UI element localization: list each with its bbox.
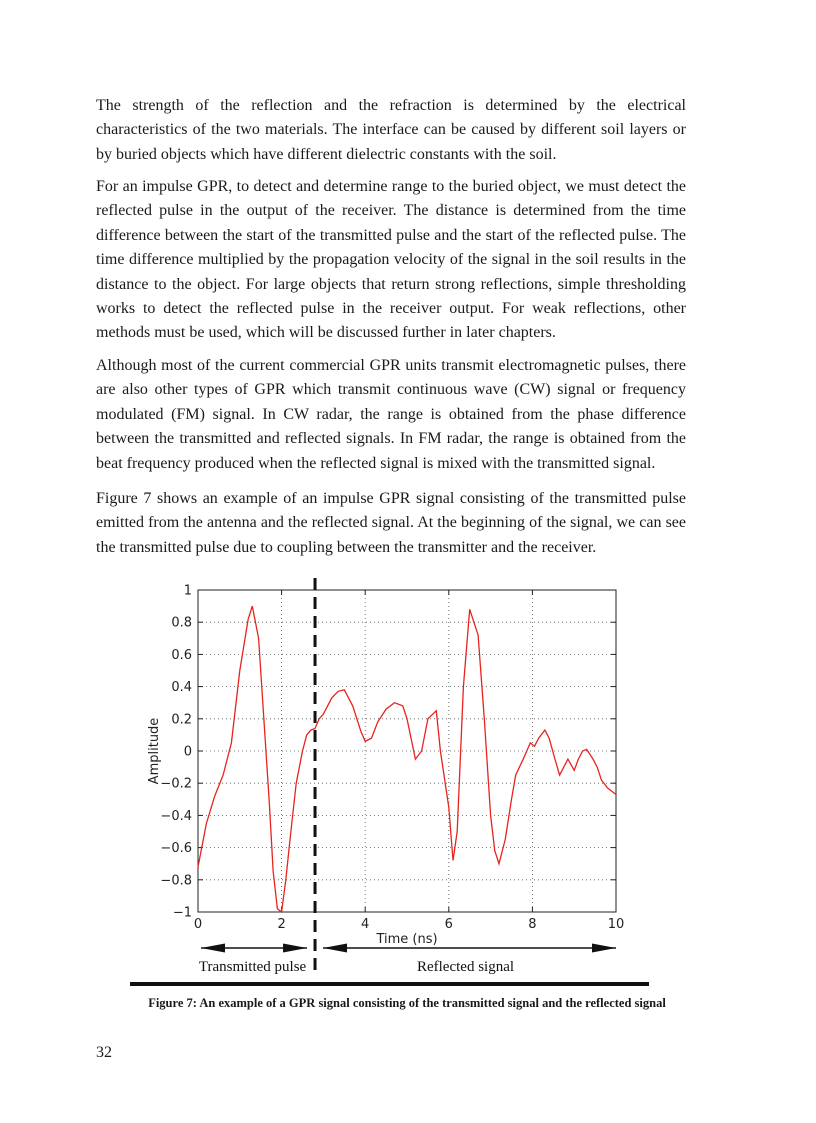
y-tick-label: −0.4 [160, 808, 192, 824]
y-tick-label: 0.6 [171, 647, 192, 663]
x-tick-label: 4 [361, 917, 370, 932]
x-axis-label: Time (ns) [376, 932, 438, 947]
y-tick-label: 0.4 [171, 680, 192, 696]
paragraph-2: For an impulse GPR, to detect and determine range to the buried object, we must detect the reflected pulse in the output of the receiver. The distance is determined from the time difference between the start of the transmitted pulse and the start of the reflected pulse. The time difference multiplied by the propagation velocity of the signal in the soil results in the distance to the object. For large objects that return strong reflections, simple thresholding works to detect the reflected pulse in the receiver output. For weak reflections, other methods must be used, which will be discussed further in later chapters. [96, 178, 686, 342]
transmitted-pulse-label: Transmitted pulse [198, 959, 307, 975]
y-tick-label: 1 [183, 583, 192, 599]
arrow-head-icon [201, 944, 225, 953]
y-tick-label: 0.8 [171, 615, 192, 631]
arrow-head-icon [323, 944, 347, 953]
reflected-signal-label: Reflected signal [416, 959, 515, 975]
arrow-head-icon [283, 944, 307, 953]
paragraph-4: Figure 7 shows an example of an impulse GPR signal consisting of the transmitted pulse emitted from the antenna and the reflected signal. At the beginning of the signal, we can see the transmitted pulse due to coupling between the transmitter and the receiver. [96, 490, 686, 556]
x-tick-label: 8 [528, 917, 537, 932]
y-tick-label: 0 [183, 744, 192, 760]
signal-line [198, 606, 616, 912]
y-tick-label: −0.6 [160, 841, 192, 857]
x-tick-label: 6 [444, 917, 453, 932]
paragraph-1: The strength of the reflection and the refraction is determined by the electrical characteristics of the two materials. The interface can be caused by different soil layers or by buried objects which have different dielectric constants with the soil. [96, 97, 686, 163]
paragraph-3: Although most of the current commercial GPR units transmit electromagnetic pulses, there are also other types of GPR which transmit continuous wave (CW) signal or frequency modulated (FM) signal. In CW radar, the range is obtained from the phase difference between the transmitted and reflected signals. In FM radar, the range is obtained from the beat frequency produced when the reflected signal is mixed with the transmitted signal. [96, 357, 686, 472]
y-tick-label: −1 [172, 905, 192, 921]
caption-rule [130, 982, 649, 986]
x-tick-label: 10 [607, 917, 625, 932]
y-tick-label: −0.2 [160, 776, 192, 792]
y-tick-label: 0.2 [171, 712, 192, 728]
arrow-head-icon [592, 944, 616, 953]
y-axis-label: Amplitude [147, 717, 162, 785]
y-tick-label: −0.8 [160, 873, 192, 889]
x-tick-label: 0 [193, 917, 203, 932]
gpr-signal-chart [130, 578, 650, 988]
x-tick-label: 2 [277, 917, 286, 932]
figure-caption: Figure 7: An example of a GPR signal consisting of the transmitted signal and the reflected signal [148, 996, 666, 1010]
page-number: 32 [96, 1044, 112, 1061]
